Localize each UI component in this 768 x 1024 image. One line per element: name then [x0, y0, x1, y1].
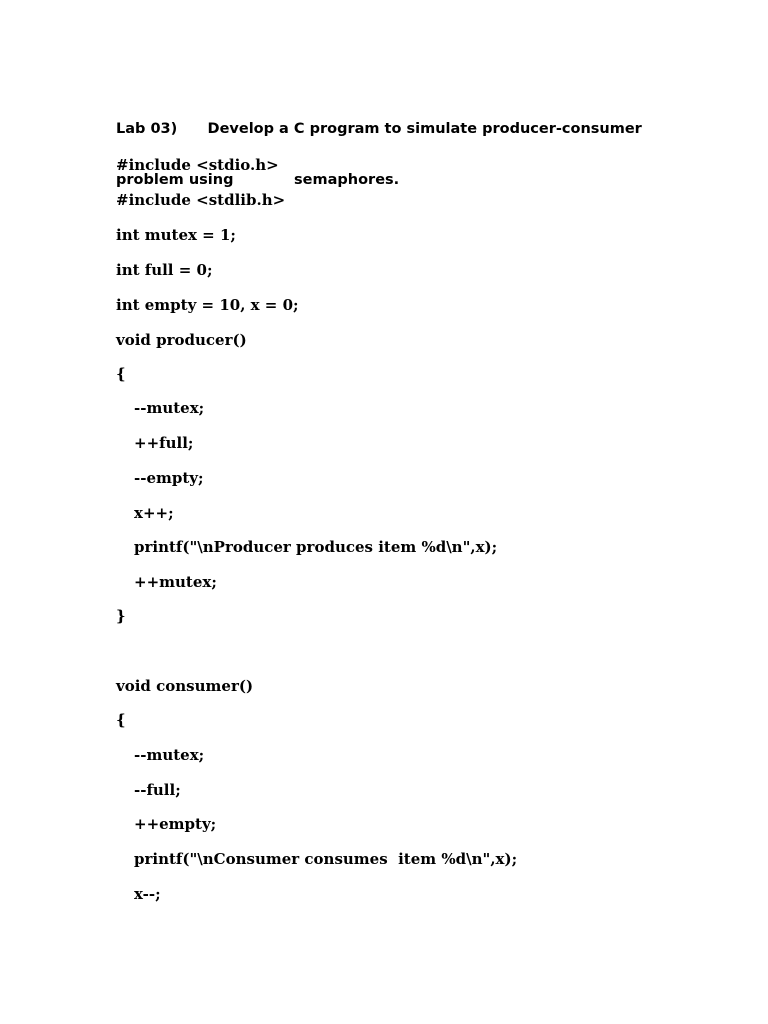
code-line-consumer-dec-full: --full; — [134, 781, 181, 799]
code-line-consumer-printf: printf("\nConsumer consumes item %d\n",x); — [134, 850, 518, 868]
code-line-consumer-inc-empty: ++empty; — [134, 815, 217, 833]
code-line-include-stdio: #include <stdio.h> — [116, 156, 279, 174]
code-line-consumer-signature: void consumer() — [116, 677, 254, 695]
code-line-empty-decl: int empty = 10, x = 0; — [116, 296, 299, 314]
code-line-producer-signature: void producer() — [116, 331, 247, 349]
code-line-consumer-open-brace: { — [116, 711, 126, 729]
code-line-producer-inc-x: x++; — [134, 504, 174, 522]
code-line-mutex-decl: int mutex = 1; — [116, 226, 236, 244]
heading-line-1: Lab 03) Develop a C program to simulate producer-consumer — [116, 121, 642, 137]
code-line-producer-close-brace: } — [116, 607, 126, 625]
code-line-include-stdlib: #include <stdlib.h> — [116, 191, 286, 209]
code-line-consumer-dec-x: x--; — [134, 885, 161, 903]
code-line-producer-printf: printf("\nProducer produces item %d\n",x); — [134, 538, 498, 556]
code-line-producer-dec-mutex: --mutex; — [134, 399, 205, 417]
code-line-producer-dec-empty: --empty; — [134, 469, 204, 487]
code-line-full-decl: int full = 0; — [116, 261, 213, 279]
code-line-producer-inc-mutex: ++mutex; — [134, 573, 217, 591]
heading-line-2: problem using semaphores. — [116, 172, 400, 188]
code-line-producer-open-brace: { — [116, 365, 126, 383]
code-line-producer-inc-full: ++full; — [134, 434, 194, 452]
code-line-consumer-dec-mutex: --mutex; — [134, 746, 205, 764]
